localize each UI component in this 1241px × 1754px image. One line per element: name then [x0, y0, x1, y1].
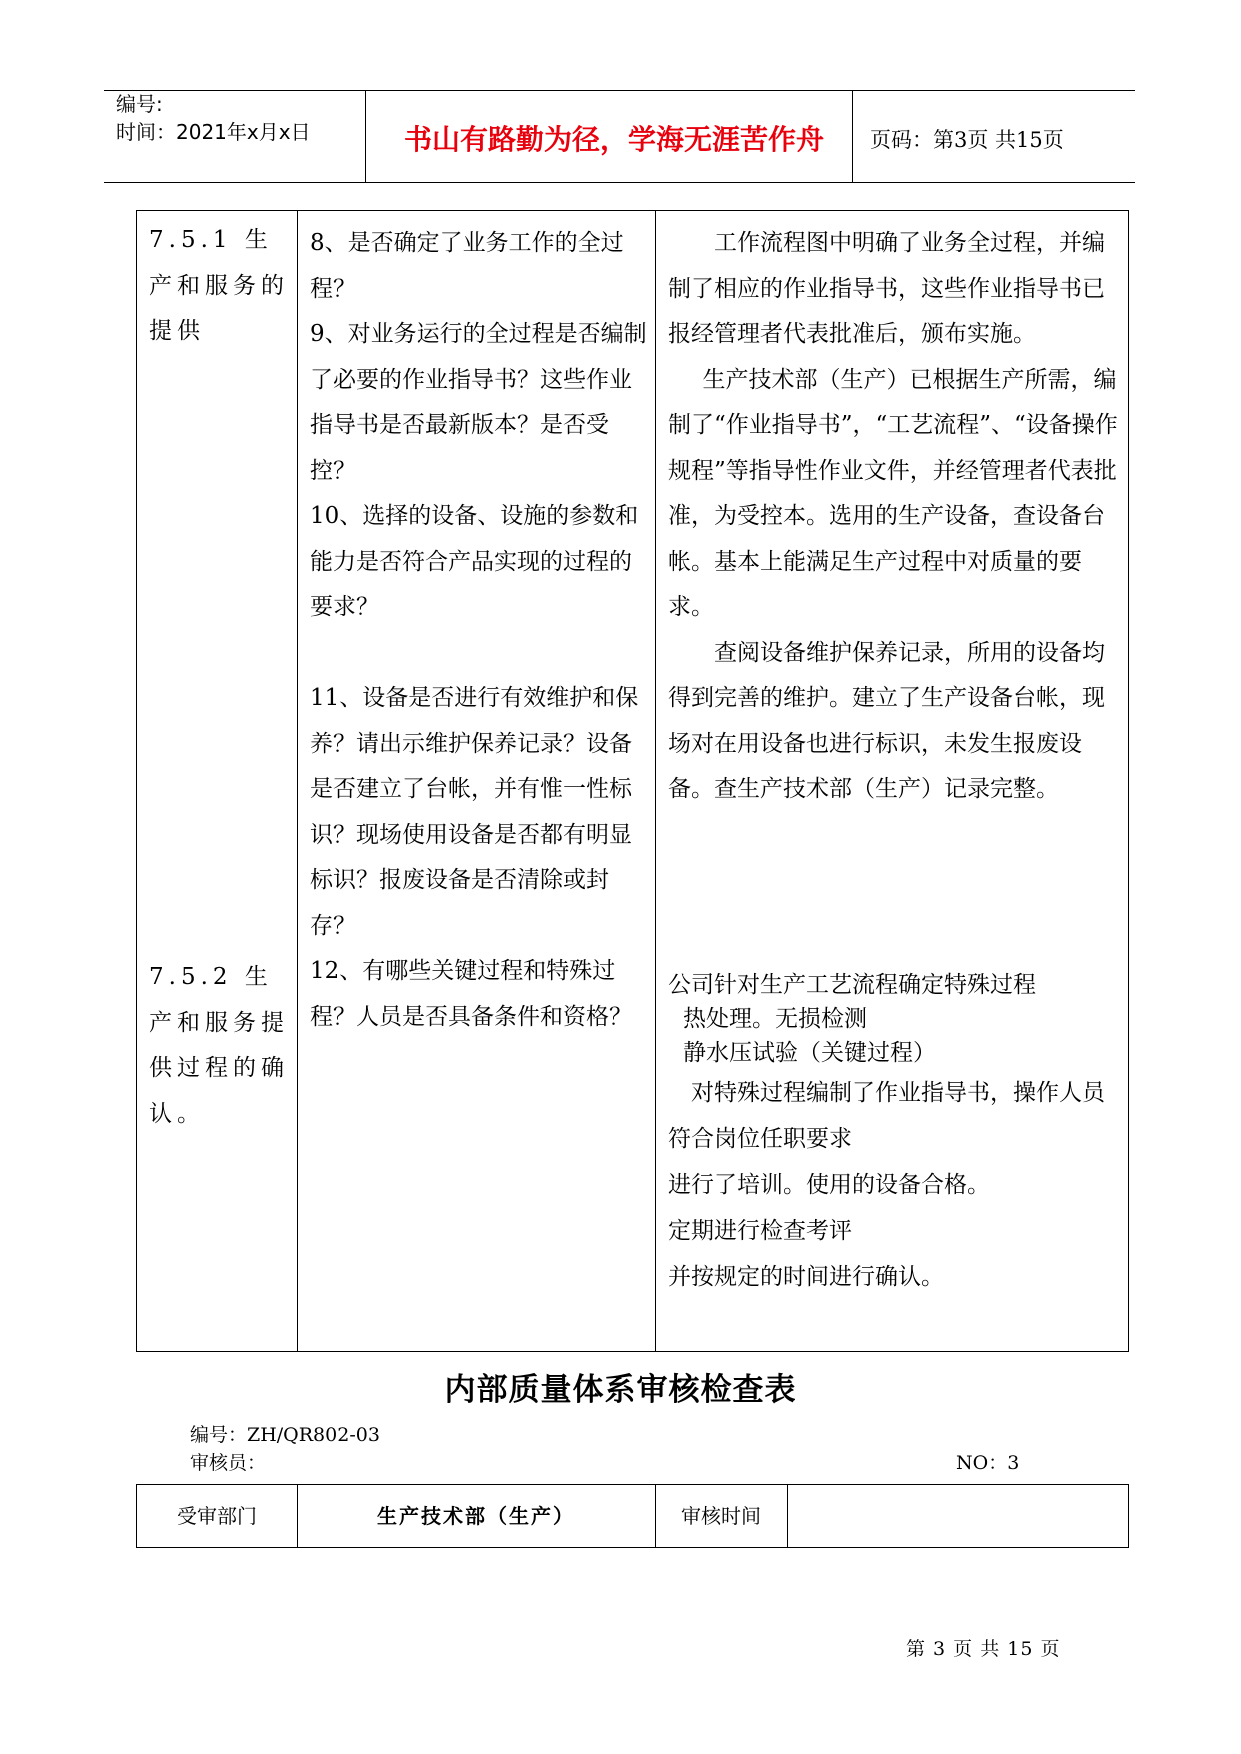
header-top-rule [104, 90, 1135, 91]
audit-time-value [787, 1485, 1127, 1547]
auditor-label: 审核员： [190, 1452, 267, 1474]
column-divider-2 [655, 211, 656, 1351]
questions-row-1 [310, 221, 652, 631]
finding-heat-treatment: 热处理。无损检测 [683, 1006, 867, 1032]
header-number-label: 编号: [116, 92, 163, 116]
finding-pressure-test: 静水压试验（关键过程） [683, 1040, 936, 1066]
clause-7-5-2: 7.5.2 生产和服务提供过程的确认。 [149, 964, 289, 1127]
findings-row-1 [668, 221, 1118, 813]
page-footer: 第 3 页 共 15 页 [906, 1638, 1061, 1660]
header-motto: 书山有路勤为径，学海无涯苦作舟 [403, 123, 824, 156]
questions-row-1b [310, 676, 652, 949]
audit-info-table [136, 1484, 1129, 1548]
questions-row-2 [310, 949, 652, 1040]
finding-training: 进行了培训。使用的设备合格。 [668, 1172, 990, 1198]
finding-instructions: 对特殊过程编制了作业指导书，操作人员符合岗位任职要求 [668, 1080, 1105, 1152]
header-bottom-rule [104, 182, 1135, 183]
audit-time-label: 审核时间 [681, 1504, 761, 1528]
finding-evaluation: 定期进行检查考评 [668, 1218, 852, 1244]
clause-7-5-1: 7.5.1 生产和服务的提供 [149, 227, 289, 344]
finding-workflow: 工作流程图中明确了业务全过程，并编制了相应的作业指导书，这些作业指导书已报经管理者代表批准后，颁布实施。 [668, 230, 1105, 347]
finding-confirmation: 并按规定的时间进行确认。 [668, 1264, 944, 1290]
column-divider-1 [297, 211, 298, 1351]
audited-dept-label: 受审部门 [177, 1504, 257, 1528]
form-number: NO：3 [956, 1452, 1020, 1474]
checklist-table [136, 210, 1129, 1352]
question-11: 11、设备是否进行有效维护和保养？请出示维护保养记录？设备是否建立了台帐，并有惟一性标识？现场使用设备是否都有明显标识？报废设备是否清除或封存？ [310, 685, 639, 939]
question-10: 10、选择的设备、设施的参数和能力是否符合产品实现的过程的要求？ [310, 503, 639, 620]
header-divider-left [365, 90, 366, 182]
question-9: 9、对业务运行的全过程是否编制了必要的作业指导书？这些作业指导书是否最新版本？是否受控？ [310, 321, 647, 484]
finding-special-process: 公司针对生产工艺流程确定特殊过程 [668, 972, 1036, 998]
finding-maintenance: 查阅设备维护保养记录，所用的设备均得到完善的维护。建立了生产设备台帐，现场对在用设备也进行标识，未发生报废设备。查生产技术部（生产）记录完整。 [668, 639, 1105, 802]
header-page-info: 页码：第3页 共15页 [870, 128, 1064, 152]
question-12: 12、有哪些关键过程和特殊过程？人员是否具备条件和资格？ [310, 958, 632, 1030]
question-8: 8、是否确定了业务工作的全过程？ [310, 230, 624, 302]
audited-dept-value: 生产技术部（生产） [377, 1504, 575, 1528]
finding-documents: 生产技术部（生产）已根据生产所需，编制了“作业指导书”，“工艺流程”、“设备操作规程”等指导性作业文件，并经管理者代表批准，为受控本。选用的生产设备，查设备台帐。基本上能满足生产过程中对质量的要求。 [668, 366, 1118, 620]
findings-row-2 [668, 968, 1118, 1300]
header-time-label: 时间：2021年x月x日 [116, 120, 311, 144]
form-code: 编号：ZH/QR802-03 [190, 1424, 380, 1446]
checklist-title: 内部质量体系审核检查表 [444, 1372, 797, 1408]
